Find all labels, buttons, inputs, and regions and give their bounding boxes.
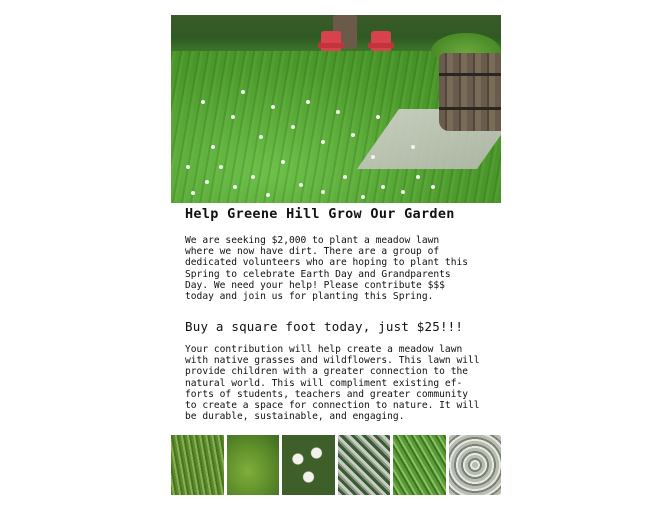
wildflower <box>191 191 195 195</box>
wildflower <box>266 193 270 197</box>
wildflower <box>271 105 275 109</box>
wildflower <box>231 115 235 119</box>
wildflower <box>211 145 215 149</box>
wildflower <box>259 135 263 139</box>
flyer-title: Help Greene Hill Grow Our Garden <box>185 206 455 222</box>
thumbnail-ornamental-grass <box>171 435 224 495</box>
wildflower <box>306 100 310 104</box>
call-to-action: Buy a square foot today, just $25!!! <box>185 319 464 334</box>
thumbnail-green-fern <box>393 435 446 495</box>
wildflower <box>251 175 255 179</box>
red-chair-right <box>371 31 391 51</box>
wildflower <box>205 180 209 184</box>
wildflower <box>416 175 420 179</box>
wildflower <box>233 185 237 189</box>
barrel-hoop <box>439 73 501 76</box>
wildflower <box>343 175 347 179</box>
wildflower <box>431 185 435 189</box>
wildflower <box>299 183 303 187</box>
wildflower <box>281 160 285 164</box>
thumbnail-meadow-grass <box>227 435 280 495</box>
thumbnail-silver-groundcover <box>449 435 502 495</box>
wildflower <box>371 155 375 159</box>
plant-thumbnail-strip <box>171 435 501 495</box>
flyer <box>171 15 501 495</box>
wildflower <box>321 190 325 194</box>
wildflower <box>411 145 415 149</box>
red-chair-left <box>321 31 341 51</box>
wildflower <box>219 165 223 169</box>
wildflower <box>351 133 355 137</box>
thumbnail-white-wildflowers <box>282 435 335 495</box>
wildflower <box>241 90 245 94</box>
wildflower <box>201 100 205 104</box>
intro-paragraph: We are seeking $2,000 to plant a meadow lawn where we now have dirt. There are a group of dedicated volunteers who are hoping to plant this Spring to celebrate Earth Day and Grandparents Day. We need your help! Please contribute $$$ today and join us for planting this Spring. <box>185 235 469 303</box>
barrel-planter <box>439 53 501 131</box>
wildflower <box>376 115 380 119</box>
benefits-paragraph: Your contribution will help create a meadow lawn with native grasses and wildflowers. This lawn will provide children with a greater connection to the natural world. This will compliment existing ef- forts of students, teachers and greater community to create a space for connection to nature. It will be durable, sustainable, and engaging. <box>185 344 480 423</box>
hero-photo-meadow-lawn <box>171 15 501 203</box>
wildflower <box>336 110 340 114</box>
wildflower <box>291 125 295 129</box>
barrel-hoop <box>439 107 501 110</box>
wildflower <box>361 195 365 199</box>
wildflower <box>321 140 325 144</box>
wildflower <box>186 165 190 169</box>
wildflower <box>381 185 385 189</box>
wildflower <box>401 190 405 194</box>
thumbnail-painted-fern <box>338 435 391 495</box>
